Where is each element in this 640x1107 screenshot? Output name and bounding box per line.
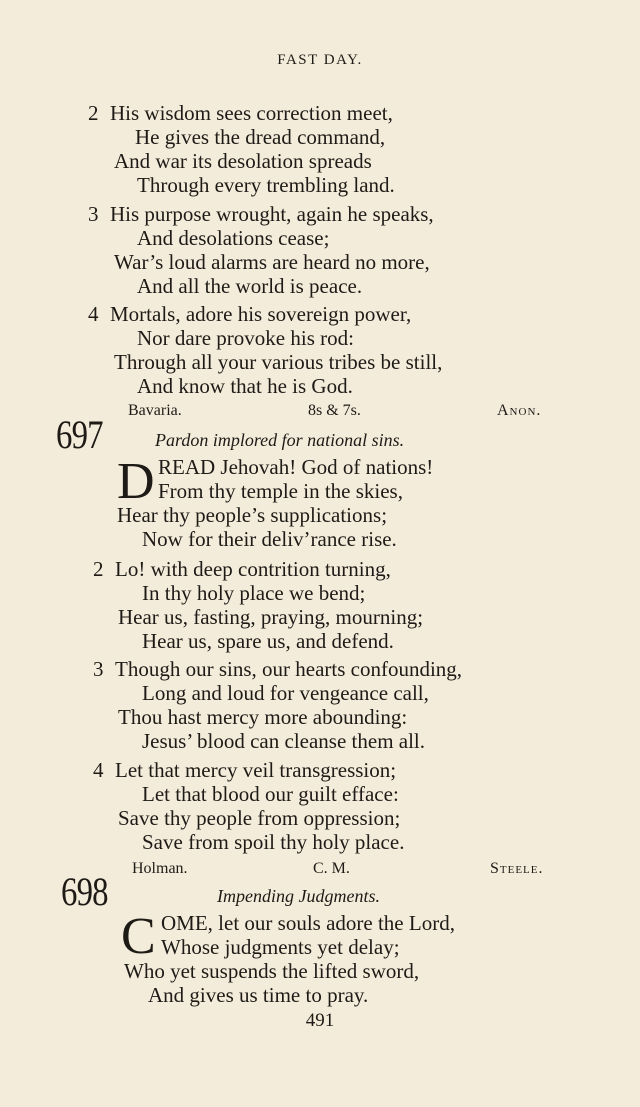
verse-line: War’s loud alarms are heard no more, xyxy=(114,250,430,274)
verse-line: And know that he is God. xyxy=(137,374,353,398)
verse-line: 2 His wisdom sees correction meet, xyxy=(88,101,393,125)
verse-line: And desolations cease; xyxy=(137,226,330,250)
verse-line: OME, let our souls adore the Lord, xyxy=(161,911,455,935)
verse-line: 3 His purpose wrought, again he speaks, xyxy=(88,202,434,226)
verse-line: Who yet suspends the lifted sword, xyxy=(124,959,420,983)
author: Steele. xyxy=(490,860,544,877)
verse-line: And all the world is peace. xyxy=(137,274,363,298)
tune-name: Bavaria. xyxy=(128,402,182,419)
verse-line: Hear thy people’s supplications; xyxy=(117,503,388,527)
verse-line: Now for their deliv’rance rise. xyxy=(142,527,397,551)
hymn-number: 698 xyxy=(61,869,108,914)
verse-line: Long and loud for vengeance call, xyxy=(142,681,429,705)
verse-line: Whose judgments yet delay; xyxy=(161,935,400,959)
meter: C. M. xyxy=(313,860,350,877)
verse-line: From thy temple in the skies, xyxy=(158,479,403,503)
verse-line: Let that blood our guilt efface: xyxy=(142,782,399,806)
hymn-number: 697 xyxy=(56,412,103,457)
verse-line: Nor dare provoke his rod: xyxy=(137,326,354,350)
verse-line: Jesus’ blood can cleanse them all. xyxy=(142,729,426,753)
verse-line: In thy holy place we bend; xyxy=(142,581,366,605)
verse-line: 4 Mortals, adore his sovereign power, xyxy=(88,302,412,326)
verse-line: 3 Though our sins, our hearts confounding, xyxy=(93,657,463,681)
tune-name: Holman. xyxy=(132,860,188,877)
page-number: 491 xyxy=(305,1010,335,1031)
author: Anon. xyxy=(497,402,542,419)
verse-line: Save thy people from oppression; xyxy=(118,806,401,830)
drop-capital: D xyxy=(117,453,155,510)
verse-line: Hear us, spare us, and defend. xyxy=(142,629,394,653)
verse-line: READ Jehovah! God of nations! xyxy=(158,455,434,479)
verse-line: Thou hast mercy more abounding: xyxy=(118,705,408,729)
verse-line: Through all your various tribes be still, xyxy=(114,350,443,374)
verse-line: 2 Lo! with deep contrition turning, xyxy=(93,557,391,581)
verse-line: And war its desolation spreads xyxy=(114,149,372,173)
drop-capital: C xyxy=(121,908,156,965)
verse-line: 4 Let that mercy veil transgression; xyxy=(93,758,397,782)
verse-line: Save from spoil thy holy place. xyxy=(142,830,405,854)
verse-line: Through every trembling land. xyxy=(137,173,395,197)
hymn-subtitle: Impending Judgments. xyxy=(217,886,380,906)
running-header: FAST DAY. xyxy=(277,52,363,68)
verse-line: And gives us time to pray. xyxy=(148,983,369,1007)
meter: 8s & 7s. xyxy=(308,402,361,419)
verse-line: He gives the dread command, xyxy=(135,125,386,149)
hymn-subtitle: Pardon implored for national sins. xyxy=(155,430,405,450)
verse-line: Hear us, fasting, praying, mourning; xyxy=(118,605,424,629)
